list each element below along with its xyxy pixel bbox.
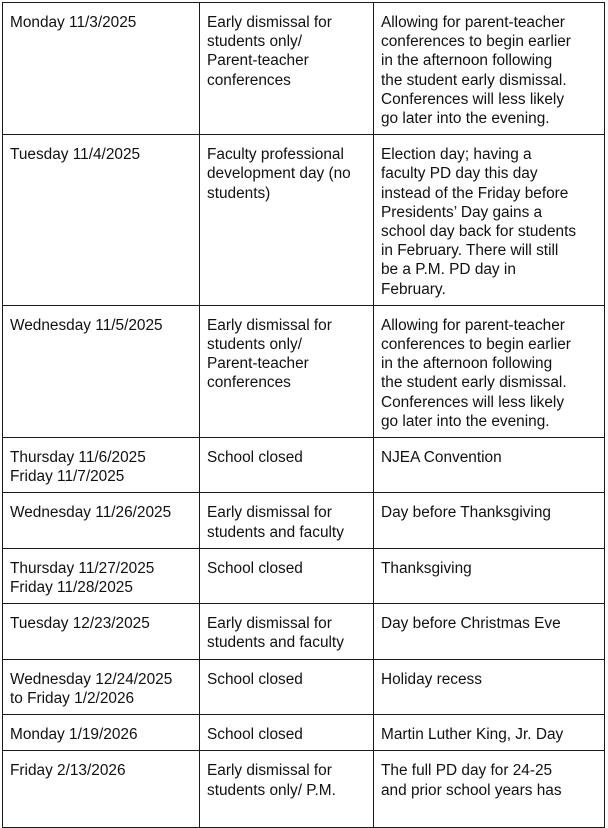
date-cell: Tuesday 11/4/2025 [3, 135, 200, 306]
event-cell: School closed [200, 715, 374, 751]
reason-cell: Election day; having a faculty PD day this day instead of the Friday before Presidents’ Day gains a school day back for students in February. There will still be a P.M. PD day in February. [374, 135, 605, 306]
date-cell: Wednesday 12/24/2025 to Friday 1/2/2026 [3, 659, 200, 714]
event-cell: Early dismissal for students and faculty [200, 604, 374, 659]
date-cell: Thursday 11/27/2025 Friday 11/28/2025 [3, 548, 200, 603]
event-cell: Early dismissal for students only/ Parent-teacher conferences [200, 3, 374, 135]
reason-cell: Holiday recess [374, 659, 605, 714]
table-row [3, 493, 605, 548]
table-row [3, 604, 605, 659]
reason-cell: Allowing for parent-teacher conferences to begin earlier in the afternoon following the student early dismissal. Conferences will less likely go later into the evening. [374, 3, 605, 135]
table-row [3, 751, 605, 828]
date-cell: Wednesday 11/5/2025 [3, 305, 200, 437]
reason-cell: NJEA Convention [374, 438, 605, 493]
date-cell: Monday 1/19/2026 [3, 715, 200, 751]
reason-cell: Allowing for parent-teacher conferences to begin earlier in the afternoon following the student early dismissal. Conferences will less likely go later into the evening. [374, 305, 605, 437]
reason-cell: Day before Christmas Eve [374, 604, 605, 659]
date-cell: Thursday 11/6/2025 Friday 11/7/2025 [3, 438, 200, 493]
table-row [3, 715, 605, 751]
date-cell: Tuesday 12/23/2025 [3, 604, 200, 659]
event-cell: Early dismissal for students and faculty [200, 493, 374, 548]
event-cell: Early dismissal for students only/ Parent-teacher conferences [200, 305, 374, 437]
reason-cell: Thanksgiving [374, 548, 605, 603]
table-row [3, 548, 605, 603]
table-row [3, 3, 605, 135]
table-row [3, 438, 605, 493]
reason-cell: Martin Luther King, Jr. Day [374, 715, 605, 751]
reason-cell: Day before Thanksgiving [374, 493, 605, 548]
date-cell: Wednesday 11/26/2025 [3, 493, 200, 548]
table-row [3, 659, 605, 714]
event-cell: School closed [200, 548, 374, 603]
event-cell: School closed [200, 659, 374, 714]
table-row [3, 305, 605, 437]
calendar-table [2, 2, 605, 828]
reason-cell: The full PD day for 24-25 and prior school years has [374, 751, 605, 828]
event-cell: School closed [200, 438, 374, 493]
date-cell: Friday 2/13/2026 [3, 751, 200, 828]
date-cell: Monday 11/3/2025 [3, 3, 200, 135]
event-cell: Early dismissal for students only/ P.M. [200, 751, 374, 828]
table-row [3, 135, 605, 306]
event-cell: Faculty professional development day (no students) [200, 135, 374, 306]
